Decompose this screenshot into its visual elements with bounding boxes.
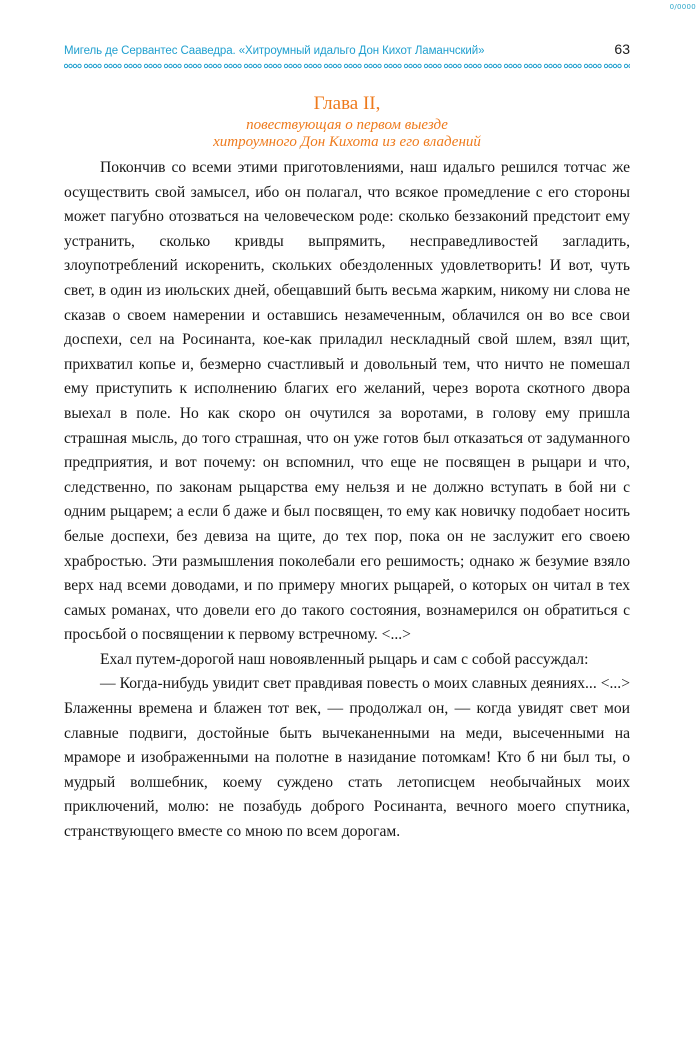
running-header [64, 41, 630, 57]
chapter-title: Глава II, [313, 93, 381, 114]
paragraph-3: — Когда-нибудь увидит свет правдивая повесть о моих славных деяниях... <...> Блаженны времена и блажен тот век, — продолжал он, — когда увидят свет мои славные подвиги, достойные быть вычеканенными на меди, высеченными на мраморе и изображенными на полотне в назидание потомкам! Кто б ни был ты, о мудрый волшебник, коему суждено стать летописцем необычайных моих приключений, молю: не позабудь доброго Росинанта, вечного моего спутника, странствующего вместе со мною по всем дорогам. [64, 675, 630, 841]
chapter-subtitle-line-1: повествующая о первом выезде [246, 117, 448, 133]
corner-mark: 0/0000 [669, 3, 696, 11]
paragraph-2: Ехал путем-дорогой наш новоявленный рыцарь и сам с собой рассуждал: [100, 650, 589, 668]
header-ornament-rule [64, 62, 630, 70]
running-title: Мигель де Сервантес Сааведра. «Хитроумный идальго Дон Кихот Ламанчский» [64, 45, 485, 57]
chapter-subtitle [64, 117, 630, 151]
paragraph-1: Покончив со всеми этими приготовлениями, наш идальго решился тотчас же осуществить свой замысел, ибо он полагал, что всякое промедление с его стороны может пагубно отозваться на человеческом роде: сколько беззаконий предстоит ему устранить, сколько кривды выпрямить, несправедливостей загладить, злоупотреблений искоренить, скольких обездоленных удовлетворить! И вот, чуть свет, в один из июльских дней, обещавший быть весьма жарким, никому ни слова не сказав о своем намерении и оставшись незамеченным, облачился он во все свои доспехи, сел на Росинанта, кое-как приладил нескладный свой шлем, взял щит, прихватил копье и, безмерно счастливый и довольный тем, что ничто не помешал ему приступить к исполнению благих его желаний, через ворота скотного двора выехал в поле. Но как скоро он очутился за воротами, в голову ему пришла страшная мысль, до того страшная, что он уже готов был отказаться от задуманного предприятия, и вот почему: он вспомнил, что еще не посвящен в рыцари и что, следственно, по законам рыцарства ему нельзя и не должно вступать в бой ни с одним рыцарем; а если б даже и был посвящен, то ему как новичку подобает носить белые доспехи, без девиза на щите, до тех пор, пока он не заслужит его своею храбростью. Эти размышления поколебали его решимость; однако ж безумие взяло верх над всеми доводами, и по примеру многих рыцарей, о которых он читал в тех самых романах, что довели его до такого состояния, вознамерился он обратиться с просьбой о посвящении к первому встречному. <...> [64, 159, 630, 644]
body-text [64, 156, 630, 845]
page-number: 63 [614, 41, 630, 57]
chapter-subtitle-line-2: хитроумного Дон Кихота из его владений [213, 134, 481, 150]
